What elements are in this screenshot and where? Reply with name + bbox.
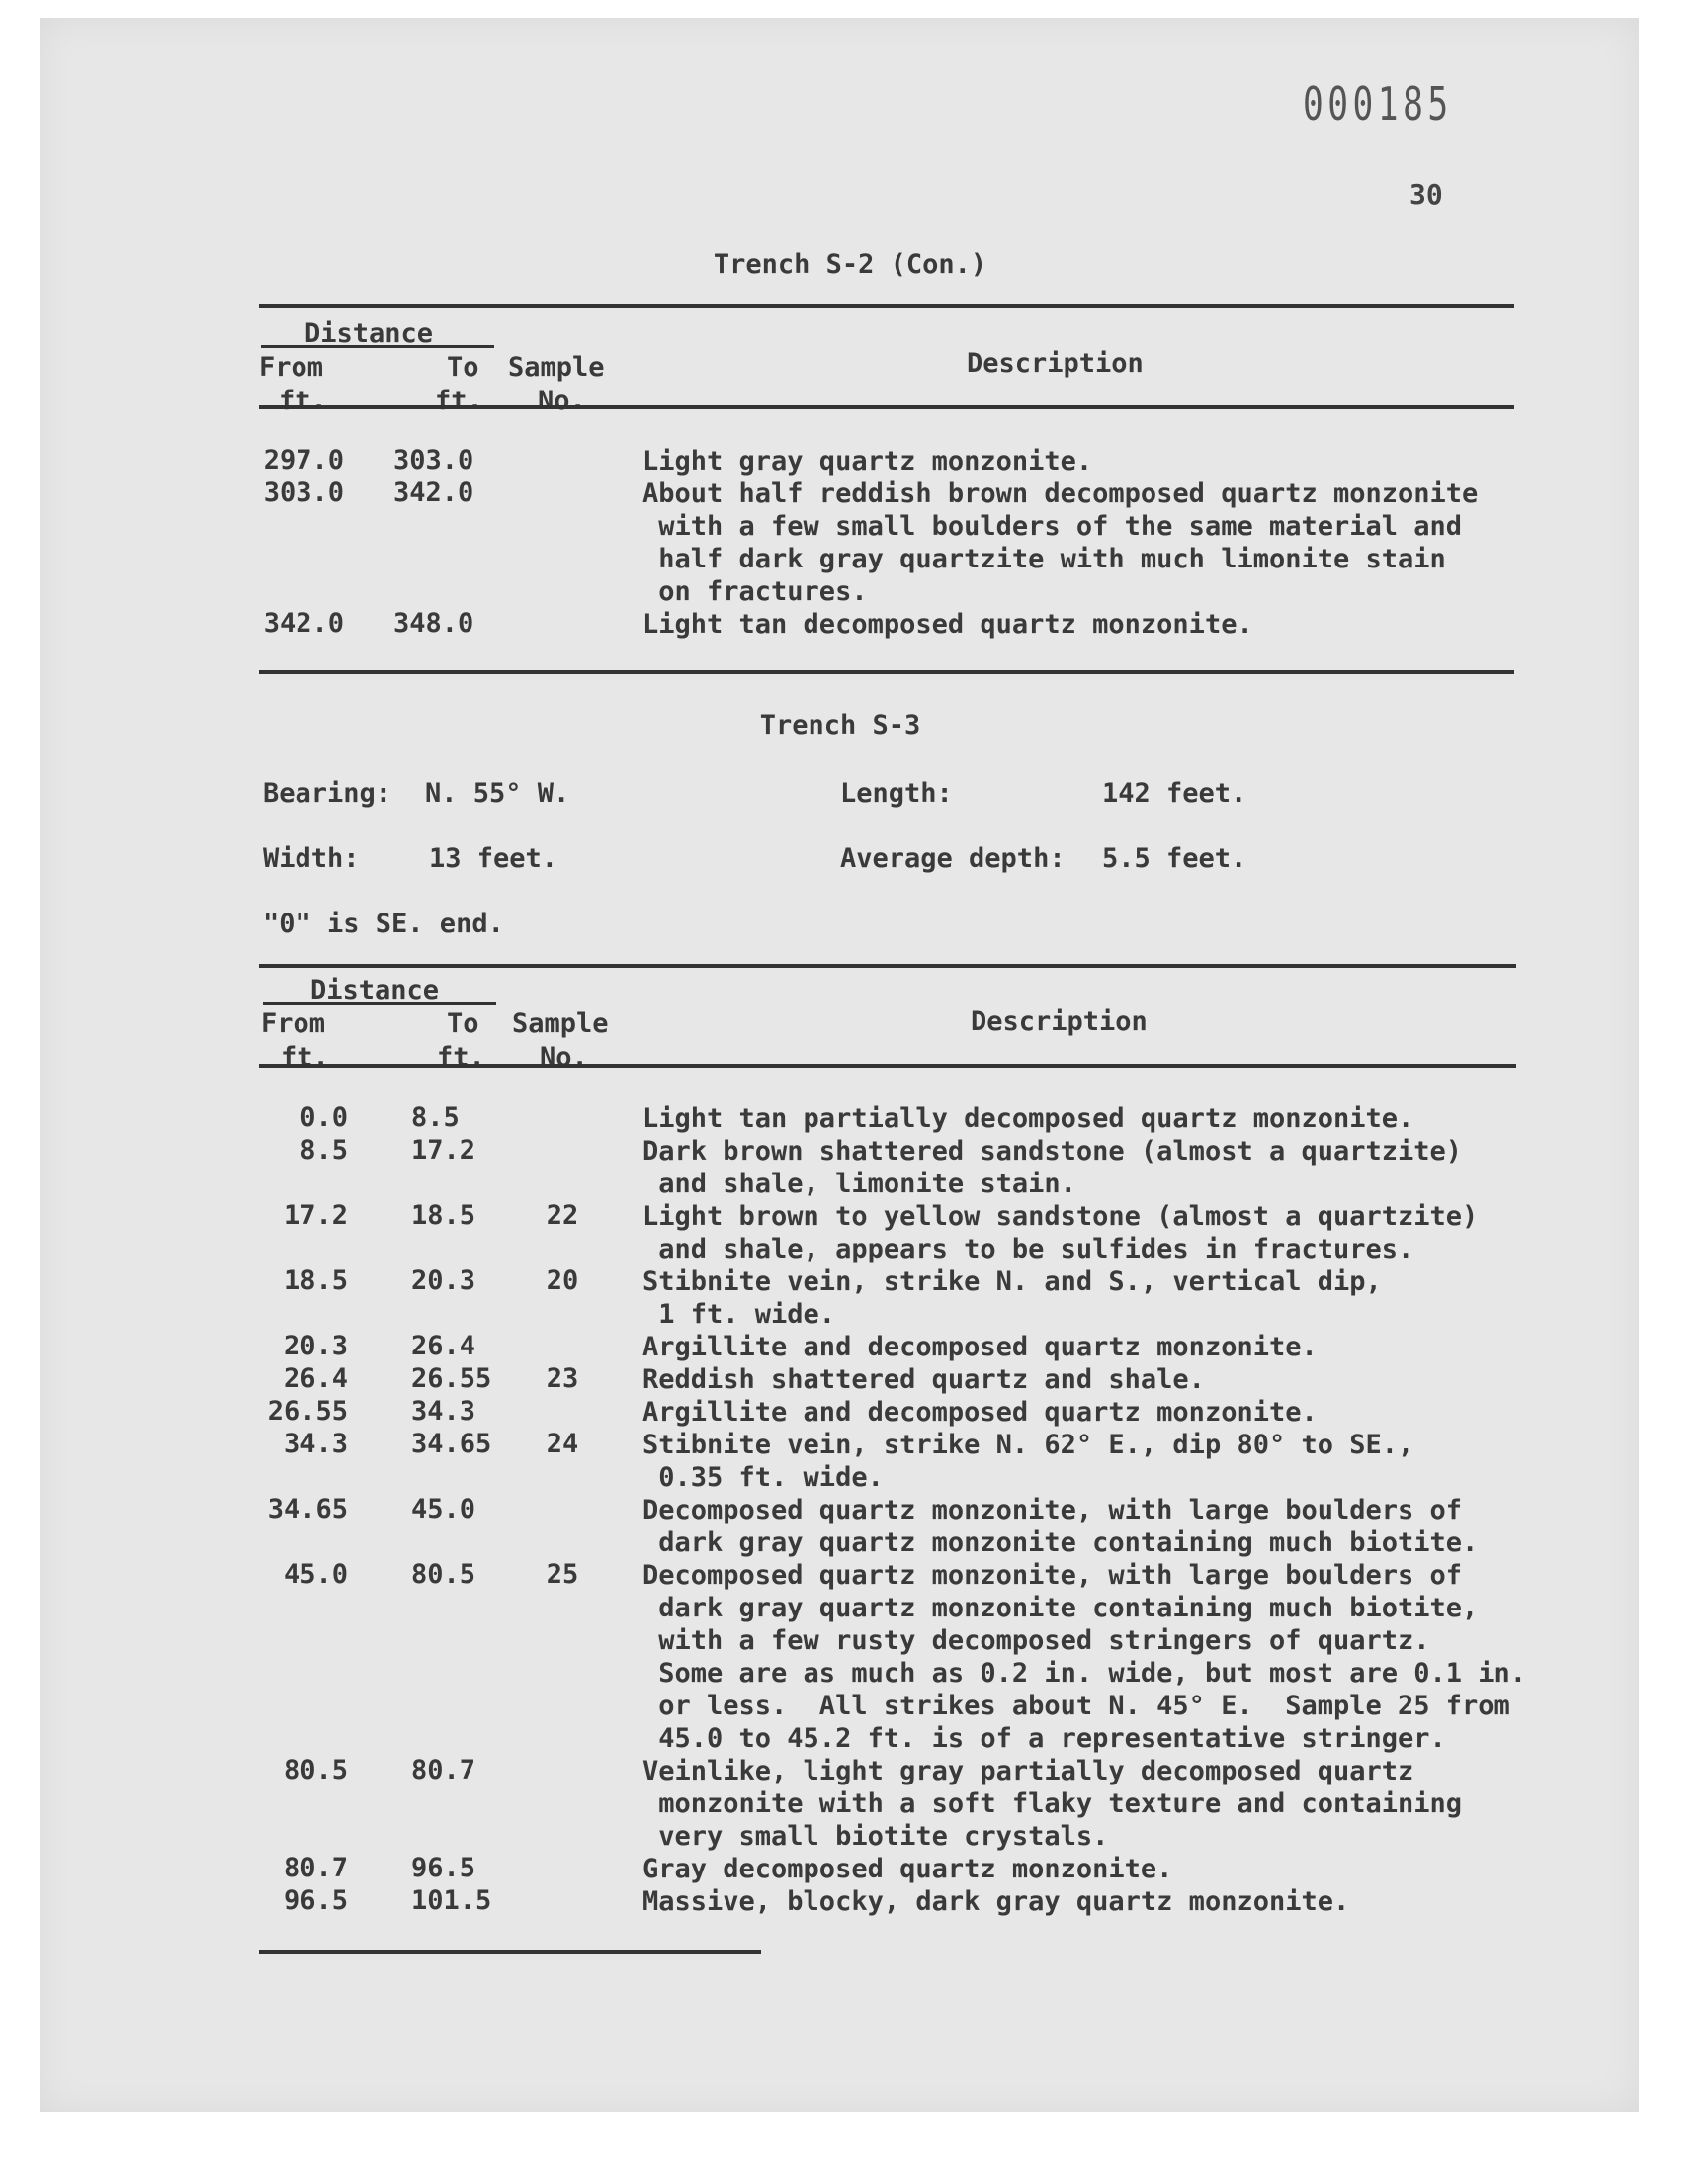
s2-row-9-sample: 25 [546, 1559, 579, 1590]
s2-row-2-description: Light brown to yellow sandstone (almost a quartzite) and shale, appears to be sulfides in fractures. [642, 1201, 1479, 1264]
s2-row-0-from: 0.0 [299, 1102, 348, 1133]
section1-header-rule [259, 405, 1514, 409]
s1-row-1-to: 342.0 [393, 478, 474, 508]
section1-sample-no-header: No. [538, 386, 586, 416]
s2-row-9-to: 80.5 [411, 1559, 476, 1590]
s2-row-12-to: 101.5 [411, 1885, 492, 1916]
s2-row-2-to: 18.5 [411, 1200, 476, 1231]
section1-bottom-rule [259, 670, 1514, 674]
s2-row-7-to: 34.65 [411, 1429, 492, 1459]
bearing-value: N. 55° W. [425, 778, 570, 809]
s2-row-4-from: 20.3 [283, 1331, 348, 1361]
section2-sample-header: Sample [512, 1008, 609, 1039]
s1-row-1-description: About half reddish brown decomposed quartz monzonite with a few small boulders of the same material and half dark gray quartzite with much limonite stain on fractures. [642, 478, 1479, 607]
section2-sample-no-header: No. [540, 1042, 588, 1073]
origin-note: "0" is SE. end. [263, 909, 504, 939]
s2-row-10-to: 80.7 [411, 1755, 476, 1785]
section1-title: Trench S-2 (Con.) [713, 249, 987, 280]
s2-row-11-to: 96.5 [411, 1853, 476, 1883]
s2-row-2-from: 17.2 [283, 1200, 348, 1231]
s2-row-10-description: Veinlike, light gray partially decomposed quartz monzonite with a soft flaky texture and containing very small biotite crystals. [642, 1756, 1463, 1852]
s2-row-1-from: 8.5 [299, 1135, 348, 1166]
s2-row-11-description: Gray decomposed quartz monzonite. [642, 1854, 1173, 1884]
s2-row-5-sample: 23 [546, 1363, 579, 1394]
s2-row-6-from: 26.55 [267, 1396, 348, 1427]
section1-from-header: From [259, 352, 324, 383]
section1-to-header: To [447, 352, 479, 383]
s2-row-9-from: 45.0 [283, 1559, 348, 1590]
s1-row-0-to: 303.0 [393, 445, 474, 476]
section2-from-header: From [261, 1008, 326, 1039]
length-label: Length: [840, 778, 953, 809]
section2-distance-header: Distance [310, 975, 440, 1005]
s2-row-4-to: 26.4 [411, 1331, 476, 1361]
section2-to-unit: ft. [437, 1042, 485, 1073]
s2-row-7-from: 34.3 [283, 1429, 348, 1459]
section2-from-unit: ft. [281, 1042, 329, 1073]
section2-description-header: Description [971, 1006, 1148, 1037]
section1-to-unit: ft. [435, 386, 483, 416]
s2-row-8-from: 34.65 [267, 1494, 348, 1524]
s2-row-12-from: 96.5 [283, 1885, 348, 1916]
s2-row-1-description: Dark brown shattered sandstone (almost a quartzite) and shale, limonite stain. [642, 1136, 1463, 1199]
s2-row-6-description: Argillite and decomposed quartz monzonite. [642, 1397, 1318, 1428]
section1-description-header: Description [967, 348, 1144, 379]
s1-row-0-from: 297.0 [263, 445, 344, 476]
s2-row-9-description: Decomposed quartz monzonite, with large boulders of dark gray quartz monzonite containing much biotite, with a few rusty decomposed stringers of quartz. Some are as much as 0.2 in. wide, but most are 0.1 in. or less. All strikes about N. 45° E. Sample 25 from 45.0 to 45.2 ft. is of a representative stringer. [642, 1560, 1527, 1754]
page-number: 30 [1409, 178, 1443, 211]
s1-row-1-from: 303.0 [263, 478, 344, 508]
s2-row-7-sample: 24 [546, 1429, 579, 1459]
s2-row-0-description: Light tan partially decomposed quartz monzonite. [642, 1103, 1414, 1134]
s2-row-7-description: Stibnite vein, strike N. 62° E., dip 80° to SE., 0.35 ft. wide. [642, 1430, 1414, 1493]
s1-row-2-description: Light tan decomposed quartz monzonite. [642, 609, 1253, 640]
s2-row-3-to: 20.3 [411, 1265, 476, 1296]
s2-row-5-description: Reddish shattered quartz and shale. [642, 1364, 1205, 1395]
s2-row-6-to: 34.3 [411, 1396, 476, 1427]
section2-distance-underline [263, 1002, 496, 1005]
s2-row-12-description: Massive, blocky, dark gray quartz monzonite. [642, 1886, 1350, 1917]
stamp-number: 000185 [1303, 77, 1453, 130]
section2-title: Trench S-3 [759, 710, 921, 740]
s1-row-2-from: 342.0 [263, 608, 344, 639]
s2-row-8-to: 45.0 [411, 1494, 476, 1524]
depth-label: Average depth: [840, 843, 1066, 874]
s2-row-3-from: 18.5 [283, 1265, 348, 1296]
section1-from-unit: ft. [279, 386, 327, 416]
s2-row-5-from: 26.4 [283, 1363, 348, 1394]
s2-row-10-from: 80.5 [283, 1755, 348, 1785]
length-value: 142 feet. [1102, 778, 1247, 809]
section1-sample-header: Sample [508, 352, 605, 383]
s2-row-8-description: Decomposed quartz monzonite, with large boulders of dark gray quartz monzonite containing much biotite. [642, 1495, 1479, 1558]
depth-value: 5.5 feet. [1102, 843, 1247, 874]
s2-row-3-sample: 20 [546, 1265, 579, 1296]
s2-row-11-from: 80.7 [283, 1853, 348, 1883]
width-label: Width: [263, 843, 360, 874]
s2-row-5-to: 26.55 [411, 1363, 492, 1394]
s2-row-1-to: 17.2 [411, 1135, 476, 1166]
width-value: 13 feet. [429, 843, 558, 874]
s1-row-2-to: 348.0 [393, 608, 474, 639]
s2-row-0-to: 8.5 [411, 1102, 460, 1133]
bearing-label: Bearing: [263, 778, 392, 809]
section1-distance-underline [261, 345, 494, 348]
s2-row-2-sample: 22 [546, 1200, 579, 1231]
section2-bottom-rule [259, 1950, 761, 1954]
section2-header-rule [259, 1064, 1516, 1068]
section2-to-header: To [447, 1008, 479, 1039]
s2-row-4-description: Argillite and decomposed quartz monzonite. [642, 1332, 1318, 1362]
section1-top-rule [259, 304, 1514, 308]
s1-row-0-description: Light gray quartz monzonite. [642, 446, 1093, 477]
section2-top-rule [259, 964, 1516, 968]
section1-distance-header: Distance [304, 318, 434, 349]
s2-row-3-description: Stibnite vein, strike N. and S., vertical dip, 1 ft. wide. [642, 1266, 1382, 1330]
